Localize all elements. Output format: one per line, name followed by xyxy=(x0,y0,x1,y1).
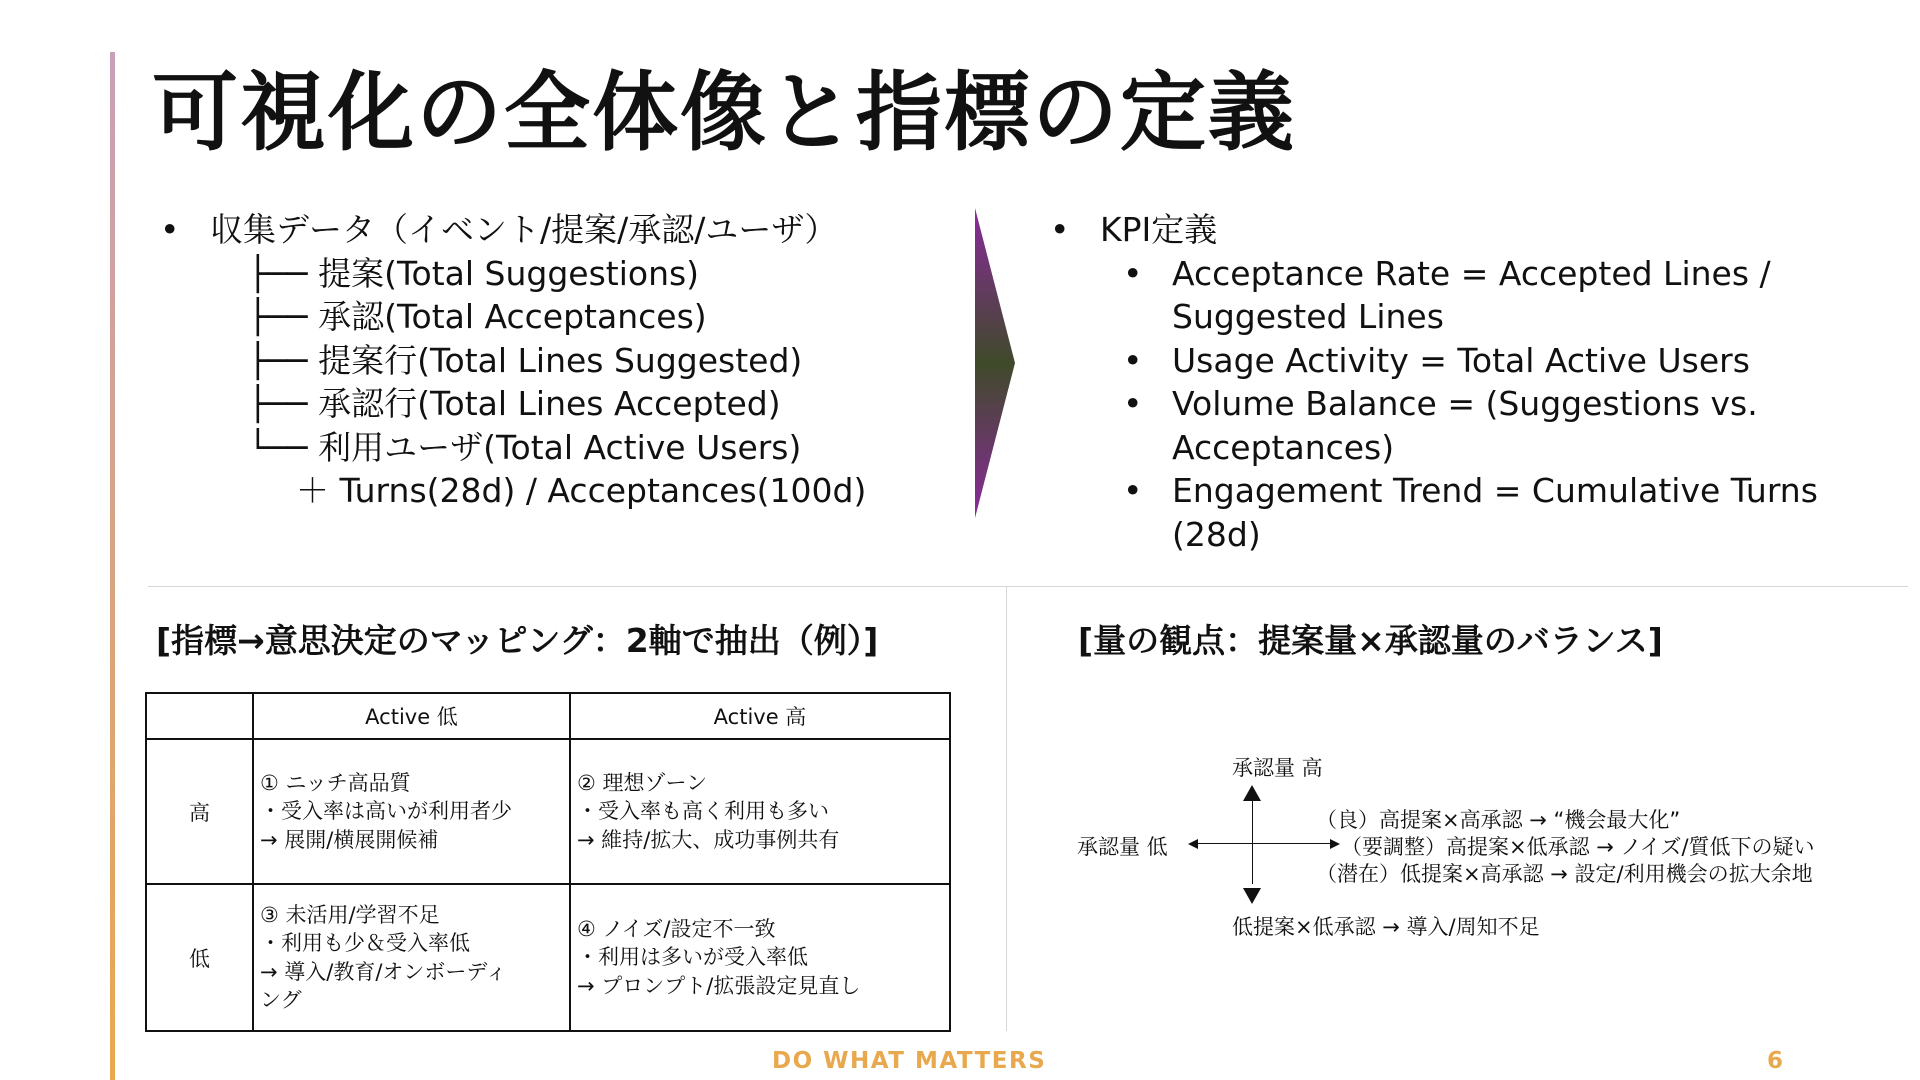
list-item xyxy=(1050,469,1818,513)
data-collection-list xyxy=(160,208,866,513)
table-cell xyxy=(253,884,570,1031)
quadrant-text: （要調整）高提案×低承認 → ノイズ/質低下の疑い xyxy=(1341,835,1815,859)
list-item xyxy=(160,252,866,296)
list-item xyxy=(160,426,866,470)
cell-line: ・利用も少＆受入率低 xyxy=(260,931,470,955)
column-header: Active 高 xyxy=(570,693,950,739)
list-item xyxy=(1050,513,1818,557)
quadrant-text: （良）高提案×高承認 → “機会最大化” xyxy=(1316,808,1681,832)
table-cell xyxy=(570,884,950,1031)
cell-line: → 導入/教育/オンボーディ xyxy=(260,959,507,984)
cell-line: ・利用は多いが受入率低 xyxy=(577,945,808,970)
vertical-axis-line xyxy=(1252,794,1253,884)
kpi-text: Acceptances) xyxy=(1172,427,1395,467)
page-number: 6 xyxy=(1767,1048,1785,1074)
arrow-down-icon xyxy=(1243,888,1261,904)
kpi-text: Suggested Lines xyxy=(1172,297,1444,336)
row-header: 低 xyxy=(146,884,253,1031)
list-item xyxy=(160,295,866,339)
tree-item: ├── 承認(Total Acceptances) xyxy=(248,297,707,336)
cell-line: → 維持/拡大、成功事例共有 xyxy=(577,827,840,852)
list-item xyxy=(1050,426,1818,470)
cell-line: ・受入率は高いが利用者少 xyxy=(260,799,512,824)
axis-top-label: 承認量 高 xyxy=(1232,756,1323,780)
kpi-text: Engagement Trend = Cumulative Turns xyxy=(1172,471,1818,510)
tree-item: ├── 提案行(Total Lines Suggested) xyxy=(248,340,803,380)
kpi-text: Usage Activity = Total Active Users xyxy=(1172,340,1750,380)
list-item xyxy=(1050,295,1818,339)
bullet: • xyxy=(1050,210,1070,249)
bullet: • xyxy=(1123,384,1143,423)
bullet: • xyxy=(1123,471,1143,510)
bullet: • xyxy=(160,210,180,249)
cell-line: ング xyxy=(260,988,302,1012)
balance-section-heading: [量の観点：提案量×承認量のバランス] xyxy=(1078,621,1663,660)
list-item xyxy=(160,382,866,426)
quadrant-text: （潜在）低提案×高承認 → 設定/利用機会の拡大余地 xyxy=(1316,862,1813,886)
arrow-right-icon xyxy=(1330,839,1340,849)
tree-extra: ＋ Turns(28d) / Acceptances(100d) xyxy=(296,471,867,510)
accent-bar xyxy=(110,52,115,1080)
table-corner-cell xyxy=(146,693,253,739)
cell-line: → プロンプト/拡張設定見直し xyxy=(577,973,861,998)
tree-item: ├── 提案(Total Suggestions) xyxy=(248,253,700,293)
kpi-text: Volume Balance = (Suggestions vs. xyxy=(1172,384,1758,423)
list-item xyxy=(1050,339,1818,383)
axis-bottom-label: 低提案×低承認 → 導入/周知不足 xyxy=(1232,915,1540,939)
chevron-arrow-icon xyxy=(975,208,1025,518)
slide-title: 可視化の全体像と指標の定義 xyxy=(152,63,1296,163)
list-item xyxy=(1050,208,1818,252)
list-item xyxy=(1050,252,1818,296)
table-row xyxy=(146,739,950,884)
bullet: • xyxy=(1123,253,1143,293)
kpi-definition-list xyxy=(1050,208,1818,556)
footer-brand: DO WHAT MATTERS xyxy=(772,1048,1047,1074)
vertical-divider xyxy=(1006,586,1007,1031)
list-item xyxy=(1050,382,1818,426)
kpi-text: (28d) xyxy=(1172,514,1261,554)
horizontal-divider xyxy=(148,586,1908,587)
axis-left-label: 承認量 低 xyxy=(1077,835,1168,859)
kpi-text: Acceptance Rate = Accepted Lines / xyxy=(1172,253,1771,293)
cell-line: ・受入率も高く利用も多い xyxy=(577,799,829,824)
table-cell xyxy=(253,739,570,884)
table-cell xyxy=(570,739,950,884)
mapping-section-heading: [指標→意思決定のマッピング：2軸で抽出（例）] xyxy=(156,621,879,660)
horizontal-axis-line xyxy=(1194,843,1332,844)
cell-line: ① ニッチ高品質 xyxy=(260,770,411,795)
cell-line: ④ ノイズ/設定不一致 xyxy=(577,916,776,941)
decision-matrix-table xyxy=(145,692,951,1032)
cell-line: ③ 未活用/学習不足 xyxy=(260,902,440,927)
table-header-row xyxy=(146,693,950,739)
cell-line: ② 理想ゾーン xyxy=(577,770,708,795)
list-heading: 収集データ（イベント/提案/承認/ユーザ） xyxy=(210,210,838,249)
arrow-left-icon xyxy=(1188,839,1198,849)
list-item xyxy=(160,339,866,383)
tree-item: ├── 承認行(Total Lines Accepted) xyxy=(248,384,781,423)
column-header: Active 低 xyxy=(253,693,570,739)
table-row xyxy=(146,884,950,1031)
list-item xyxy=(160,208,866,252)
bullet: • xyxy=(1123,340,1143,380)
tree-item: └── 利用ユーザ(Total Active Users) xyxy=(248,427,802,467)
row-header: 高 xyxy=(146,739,253,884)
list-item xyxy=(160,469,866,513)
list-heading: KPI定義 xyxy=(1100,210,1218,249)
cell-line: → 展開/横展開候補 xyxy=(260,827,439,852)
